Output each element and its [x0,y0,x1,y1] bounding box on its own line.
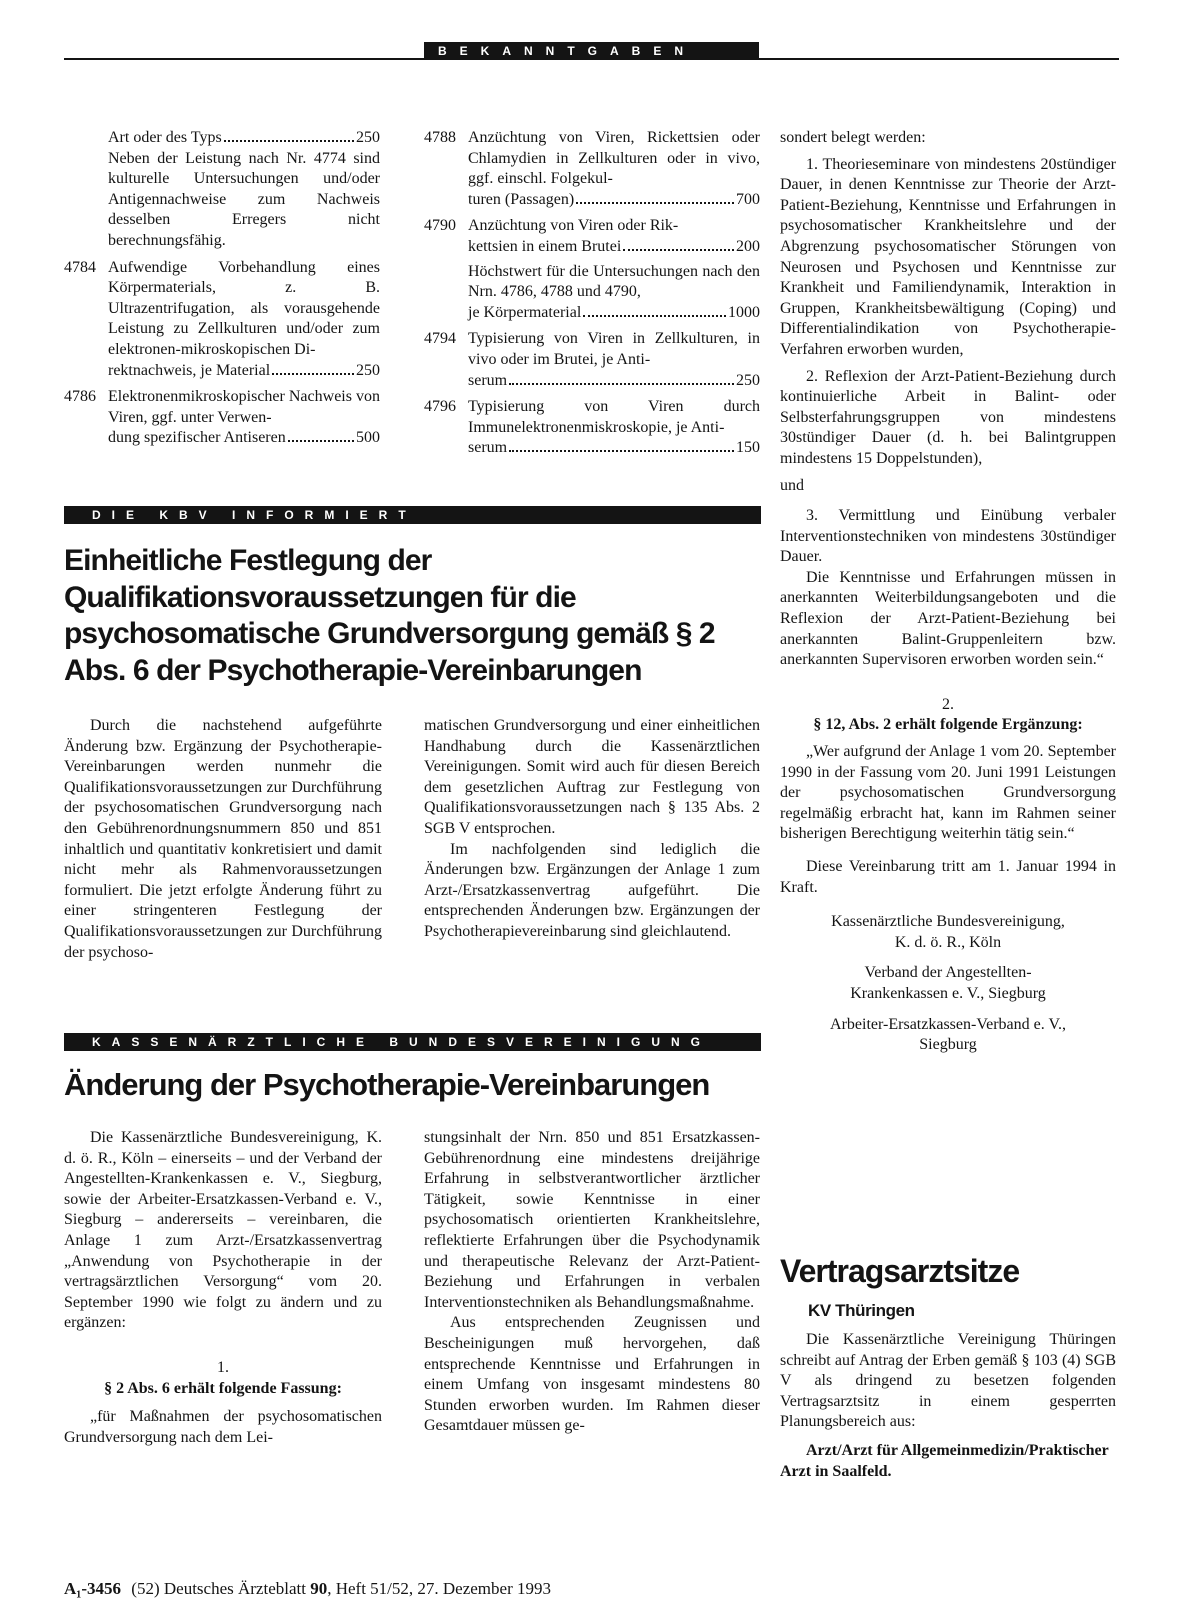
article-paragraph: sondert belegt werden: [780,129,926,146]
fee-points: 250 [356,129,380,146]
fee-description: Anzüchtung von Viren oder Rik- [468,217,679,235]
section-tag-label: DIE KBV INFORMIERT [92,508,417,522]
signature-kbv [780,912,1116,953]
item-heading: § 2 Abs. 6 erhält folgende Fassung: [104,1379,342,1397]
signature-line: Siegburg [919,1036,977,1054]
article-paragraph: Im nachfolgenden sind lediglich die Änderungen bzw. Ergänzungen der Anlage 1 zum Arzt-/Ersatzkassenvertrag aufgeführt. Die entsprechenden Änderungen bzw. Ergänzungen der Psychotherapievereinbarung sind gleichlautend. [424,840,760,940]
fee-number: 4784 [64,258,96,276]
list-item: 2. Reflexion der Arzt-Patient-Beziehung durch kontinuierliche Arbeit in Balint- oder Selbsterfahrungsgruppen von mindestens 30stündiger Dauer (d. h. bei Balintgruppen mindestens 15 Doppelstunden), [780,367,1116,467]
fee-schedule-col1 [64,128,380,455]
fee-intro [64,128,380,252]
fee-leader-line [468,438,760,459]
fee-leader-text: je Körpermaterial [468,303,582,321]
article-paragraph: Die Kassenärztliche Bundesvereinigung, K. d. ö. R., Köln – einerseits – und der Verband der Angestellten-Krankenkassen e. V., Siegburg, sowie der Arbeiter-Ersatzkassen-Verband e. V., Siegburg – andererseits – vereinbaren, die Anlage 1 zum Arzt-/Ersatzkassenvertrag „Anwendung von Psychotherapie in der vertragsärztlichen Versorgung“ vom 20. September 1990 wie folgt zu ändern und zu ergänzen: [64,1129,382,1332]
fee-points: 500 [356,429,380,447]
fee-maximum-note [468,262,760,324]
change-col1 [64,1128,382,1448]
item-number: 2. [942,695,954,713]
fee-points: 200 [736,237,760,255]
fee-leader-line [468,303,760,324]
article-paragraph: stungsinhalt der Nrn. 850 und 851 Ersatzkassen-Gebührenordnung eine mindestens dreijährige Erfahrung in selbstverantwortlicher ärztlicher Tätigkeit, sowie Kenntnisse in einer psychosomatisch orientierten Krankheitslehre, reflektierte Erfahrungen über die Psychodynamik und therapeutische Relevanz der Arzt-Patient-Beziehung und Erfahrungen in verbalen Interventionstechniken als Behandlungsmaßnahme. [424,1129,760,1311]
issue-date: , Heft 51/52, 27. Dezember 1993 [327,1579,551,1598]
fee-leader-line [108,128,380,149]
list-item: 1. Theorieseminare von mindestens 20stündiger Dauer, in denen Kenntnisse zur Theorie der Arzt-Patient-Beziehung, Kenntnisse und Erfahrungen in psychosomatischer Krankheitslehre und der Abgrenzung psychosomatischer Störungen von Neurosen und Psychosen und Kenntnisse zur Krankheit und Familiendynamik, Interaktion in Gruppen, Krankheitsbewältigung (Coping) und Differentialindikation von Psychotherapie-Verfahren erworben wurden, [780,155,1116,358]
article-paragraph: Die Kassenärztliche Vereinigung Thüringen schreibt auf Antrag der Erben gemäß § 103 (4) SGB V als dringend zu besetzen folgenden Vertragsarztsitz in einem gesperrten Planungsbereich aus: [780,1331,1116,1431]
signature-line: Kassenärztliche Bundesvereinigung, [831,913,1065,931]
fee-points: 1000 [728,303,760,321]
dot-leader [509,383,734,385]
signature-aev [780,1015,1116,1056]
fee-note: Neben der Leistung nach Nr. 4774 sind kulturelle Untersuchungen und/oder Antigennachweise zum Nachweis desselben Erregers nicht berechnungsfähig. [108,149,380,249]
fee-leader-line [468,371,760,392]
article-paragraph: matischen Grundversorgung und einer einheitlichen Handhabung durch die Kassenärztlichen Vereinigungen. Somit wird auch für diesen Bereich dem gesetzlichen Auftrag zur Festlegung von Qualifikationsvoraussetzungen nach § 135 Abs. 2 SGB V entsprochen. [424,717,760,837]
fee-description: Typisierung von Viren in Zellkulturen, in vivo oder im Brutei, je Anti- [468,330,760,368]
fee-number: 4790 [424,217,456,235]
fee-leader-text: serum [468,371,508,389]
item-number: 1. [217,1358,229,1376]
fee-description: Aufwendige Vorbehandlung eines Körpermaterials, z. B. Ultrazentrifugation, als vorausgehende Leistung zu Zellkulturen und/oder zum elektronen-mikroskopischen Di- [108,258,380,358]
fee-schedule-col2 [424,128,760,465]
fee-number: 4788 [424,129,456,146]
fee-description: Elektronenmikroskopischer Nachweis von Viren, ggf. unter Verwen- [108,388,380,426]
article-paragraph: Aus entsprechenden Zeugnissen und Bescheinigungen muß hervorgehen, daß entsprechende Kenntnisse und Erfahrungen in einem Umfang von insgesamt mindestens 80 Stunden erworben wurden. Im Rahmen dieser Gesamtdauer müssen ge- [424,1314,760,1435]
dot-leader [224,140,354,142]
fee-note: Höchstwert für die Untersuchungen nach den Nrn. 4786, 4788 und 4790, [468,262,760,301]
article-headline: Einheitliche Festlegung der Qualifikationsvoraussetzungen für die psychosomatische Grundversorgung gemäß § 2 Abs. 6 der Psychotherapie-Vereinbarungen [64,544,715,687]
journal-volume: 90 [310,1579,328,1598]
fee-points: 250 [356,361,380,379]
fee-leader-line [468,190,760,211]
vertragsarztsitze-headline: Vertragsarztsitze [780,1253,1020,1289]
article-paragraph: Diese Vereinbarung tritt am 1. Januar 1994 in Kraft. [780,858,1116,896]
fee-number: 4786 [64,388,96,406]
dot-leader [623,249,734,251]
fee-points: 250 [736,371,760,389]
right-column [780,128,1116,1056]
dot-leader [272,373,354,375]
fee-leader-text: rektnachweis, je Material [108,361,271,379]
article-paragraph: Die Kenntnisse und Erfahrungen müssen in anerkannten Weiterbildungsangeboten und die Reflexion der Arzt-Patient-Beziehung bei anerkannten Balint-Gruppenleitern bzw. anerkannten Supervisoren erworben worden sein.“ [780,568,1116,669]
signature-line: Verband der Angestellten- [864,964,1032,982]
change-col2 [424,1128,760,1437]
fee-points: 150 [736,439,760,457]
item-heading: § 12, Abs. 2 erhält folgende Ergänzung: [813,716,1083,734]
change-headline: Änderung der Psychotherapie-Vereinbarungen [64,1067,710,1102]
fee-number: 4796 [424,398,456,416]
journal-name: (52) Deutsches Ärzteblatt [131,1579,306,1598]
fee-item-4794 [424,329,760,391]
section-tag-kbv-informiert [64,506,761,524]
fee-description: Typisierung von Viren durch Immunelektronenmiskroskopie, je Anti- [468,398,760,436]
article-paragraph: Durch die nachstehend aufgeführte Änderung bzw. Ergänzung der Psychotherapie-Vereinbarungen werden nunmehr die Qualifikationsvoraussetzungen zur Durchführung der psychosomatischen Grundversorgung nach den Gebührenordnungsnummern 850 und 851 inhaltlich und quantitativ konkretisiert und damit nicht mehr als Rahmenvoraussetzungen formuliert. Die jetzt erfolgte Änderung führt zu einer stringenteren Festlegung der Qualifikationsvoraussetzungen zur Durchführung der psychoso- [64,717,382,961]
fee-item-4786 [64,387,380,449]
dot-leader [576,202,734,204]
fee-points: 700 [736,190,760,208]
section-tag-bekanntgaben [424,42,759,60]
vertragsarztsitze-subhead: KV Thüringen [808,1301,915,1320]
article-paragraph: „Wer aufgrund der Anlage 1 vom 20. September 1990 in der Fassung vom 20. Juni 1991 Leistungen der psychosomatischen Grundversorgung regelmäßig erbracht hat, kann im Rahmen seiner bisherigen Berechtigung weiterhin tätig sein.“ [780,743,1116,843]
article-col2 [424,716,760,943]
fee-leader-text: dung spezifischer Antiseren [108,429,286,447]
section-tag-kbv [64,1033,761,1051]
fee-leader-text: serum [468,439,508,457]
page-footer [64,1578,551,1600]
section-tag-label: KASSENÄRZTLICHE BUNDESVEREINIGUNG [92,1035,712,1049]
signature-line: K. d. ö. R., Köln [894,933,1002,951]
fee-number: 4794 [424,330,456,348]
position-listing: Arzt/Arzt für Allgemeinmedizin/Praktischer Arzt in Saalfeld. [780,1441,1109,1480]
article-paragraph: und [780,476,804,494]
section-tag-label: BEKANNTGABEN [438,44,696,58]
signature-vdak [780,963,1116,1004]
fee-leader-text: kettsien in einem Brutei [468,237,622,255]
signature-line: Krankenkassen e. V., Siegburg [850,984,1046,1002]
dot-leader [288,440,354,442]
fee-leader-text: Art oder des Typs [108,129,222,146]
list-item: 3. Vermittlung und Einübung verbaler Interventionstechniken von mindestens 30stündiger Dauer. [780,507,1116,566]
fee-leader-line [108,361,380,382]
fee-leader-text: turen (Passagen) [468,190,575,208]
fee-leader-line [108,428,380,449]
article-paragraph: „für Maßnahmen der psychosomatischen Grundversorgung nach dem Lei- [64,1408,382,1446]
fee-item-4796 [424,397,760,459]
dot-leader [509,450,734,452]
vertragsarztsitze-body [780,1330,1116,1482]
dot-leader [583,315,726,317]
fee-item-4790 [424,216,760,323]
page-code: A₁-3456 [64,1579,122,1598]
fee-item-4784 [64,258,380,382]
fee-item-4788 [424,128,760,210]
signature-line: Arbeiter-Ersatzkassen-Verband e. V., [830,1015,1066,1033]
fee-leader-line [468,237,760,258]
article-col1 [64,716,382,963]
fee-description: Anzüchtung von Viren, Rickettsien oder Chlamydien in Zellkulturen oder in vivo, ggf. einschl. Folgekul- [468,129,760,188]
